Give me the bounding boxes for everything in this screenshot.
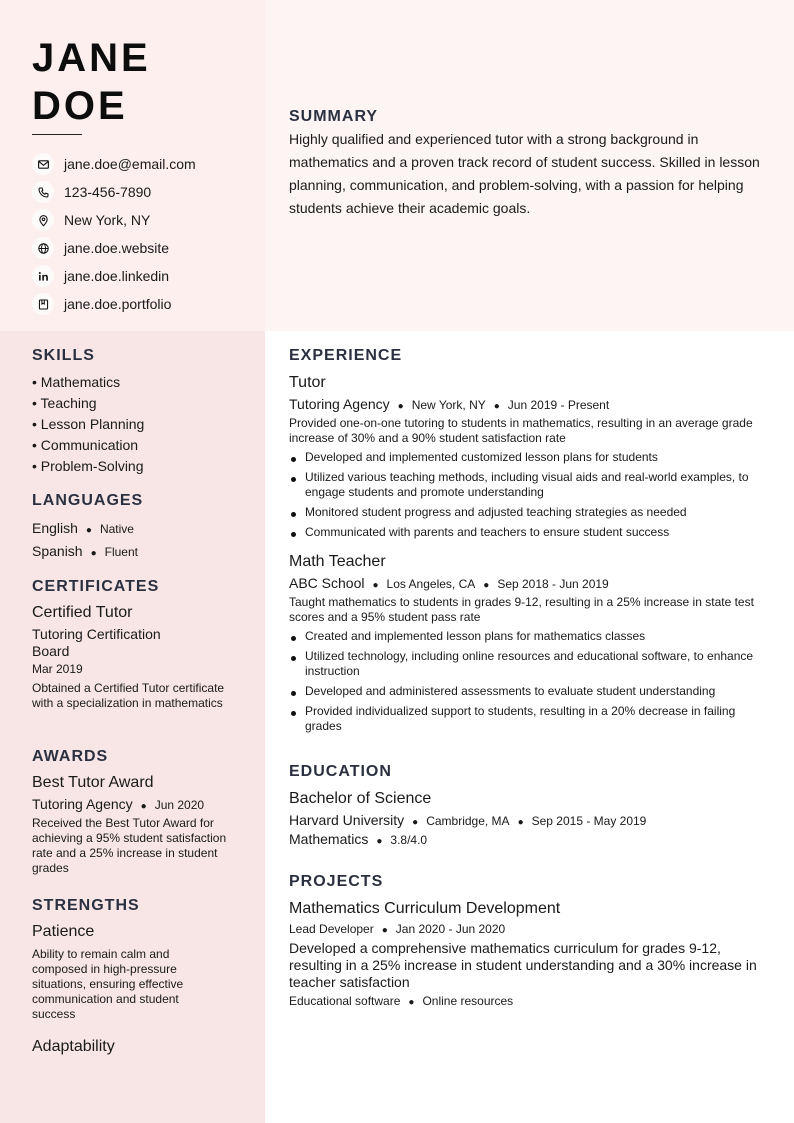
separator-dot: ● bbox=[412, 817, 419, 828]
contact-linkedin-text: jane.doe.linkedin bbox=[64, 268, 170, 284]
candidate-name bbox=[32, 34, 151, 130]
summary-text: Highly qualified and experienced tutor with a strong background in mathematics and a proven track record of student success. Skilled in lesson planning, communication, and problem-solving, with a passion for helping students achieve their academic goals. bbox=[289, 131, 760, 216]
job-bullet: Monitored student progress and adjusted teaching strategies as needed bbox=[289, 505, 769, 520]
job-bullet: Utilized technology, including online resources and educational software, to enhance instruction bbox=[289, 649, 769, 679]
separator-dot: ● bbox=[408, 997, 415, 1008]
job-entry bbox=[289, 373, 769, 540]
awards-title: AWARDS bbox=[32, 748, 109, 765]
project-name: Mathematics Curriculum Development bbox=[289, 900, 561, 917]
contact-portfolio[interactable] bbox=[32, 290, 262, 318]
separator-dot: ● bbox=[381, 925, 388, 936]
job-title: Tutor bbox=[289, 374, 326, 391]
education-section bbox=[289, 763, 769, 847]
skill-item: • Communication bbox=[32, 437, 139, 453]
last-name: DOE bbox=[32, 84, 128, 128]
school-name: Harvard University bbox=[289, 812, 405, 828]
job-bullet: Developed and administered assessments to evaluate student understanding bbox=[289, 684, 769, 699]
awards-section bbox=[32, 748, 232, 876]
name-divider bbox=[32, 134, 82, 135]
award-date: Jun 2020 bbox=[154, 798, 205, 812]
job-meta bbox=[289, 396, 769, 412]
strengths-section bbox=[32, 897, 212, 1058]
certificates-section bbox=[32, 578, 232, 711]
education-meta bbox=[289, 812, 769, 828]
contact-phone-text: 123-456-7890 bbox=[64, 184, 152, 200]
job-organization: Tutoring Agency bbox=[289, 396, 390, 412]
separator-dot: ● bbox=[397, 401, 404, 412]
project-meta bbox=[289, 922, 769, 936]
award-meta bbox=[32, 796, 232, 812]
language-item bbox=[32, 518, 247, 541]
job-description: Taught mathematics to students in grades 9-12, resulting in a 25% increase in state test scores and a 95% student pass rate bbox=[289, 595, 754, 624]
project-tag: Online resources bbox=[422, 994, 514, 1008]
contact-website[interactable] bbox=[32, 234, 262, 262]
strengths-title: STRENGTHS bbox=[32, 897, 140, 914]
certificates-title: CERTIFICATES bbox=[32, 578, 160, 595]
skill-item: • Problem-Solving bbox=[32, 458, 144, 474]
summary-title: SUMMARY bbox=[289, 108, 379, 125]
separator-dot: ● bbox=[517, 817, 524, 828]
project-tag: Educational software bbox=[289, 994, 401, 1008]
skill-item: • Lesson Planning bbox=[32, 416, 145, 432]
mail-icon bbox=[32, 153, 54, 175]
job-location: New York, NY bbox=[411, 398, 486, 412]
education-gpa: 3.8/4.0 bbox=[390, 833, 428, 847]
language-level: Fluent bbox=[104, 545, 138, 559]
award-description: Received the Best Tutor Award for achieving a 95% student satisfaction rate and a 25% increase in student grades bbox=[32, 816, 227, 875]
contact-list bbox=[32, 150, 262, 318]
globe-icon bbox=[32, 237, 54, 259]
project-role: Lead Developer bbox=[289, 922, 374, 936]
certificate-name: Certified Tutor bbox=[32, 604, 133, 621]
language-name: English bbox=[32, 520, 78, 536]
contact-linkedin[interactable] bbox=[32, 262, 262, 290]
job-dates: Sep 2018 - Jun 2019 bbox=[497, 577, 609, 591]
separator-dot: ● bbox=[493, 401, 500, 412]
contact-portfolio-text: jane.doe.portfolio bbox=[64, 296, 172, 312]
language-item bbox=[32, 541, 247, 564]
separator-dot: ● bbox=[90, 548, 97, 559]
projects-section bbox=[289, 873, 769, 1008]
contact-website-text: jane.doe.website bbox=[64, 240, 170, 256]
contact-location bbox=[32, 206, 262, 234]
education-dates: Sep 2015 - May 2019 bbox=[531, 814, 647, 828]
project-description: Developed a comprehensive mathematics curriculum for grades 9-12, resulting in a 25% increase in student understanding and a 30% increase in teacher satisfaction bbox=[289, 940, 757, 990]
education-title: EDUCATION bbox=[289, 763, 392, 780]
strength-description: Ability to remain calm and composed in high-pressure situations, ensuring effective communication and student success bbox=[32, 947, 184, 1021]
summary-section bbox=[289, 108, 767, 220]
job-dates: Jun 2019 - Present bbox=[507, 398, 610, 412]
separator-dot: ● bbox=[376, 836, 383, 847]
separator-dot: ● bbox=[140, 801, 147, 812]
job-meta bbox=[289, 575, 769, 591]
contact-phone[interactable] bbox=[32, 178, 262, 206]
skill-item: • Mathematics bbox=[32, 374, 121, 390]
portfolio-icon bbox=[32, 293, 54, 315]
contact-email[interactable] bbox=[32, 150, 262, 178]
job-bullet: Created and implemented lesson plans for mathematics classes bbox=[289, 629, 769, 644]
job-bullet: Developed and implemented customized lesson plans for students bbox=[289, 450, 769, 465]
job-location: Los Angeles, CA bbox=[386, 577, 476, 591]
strength-name: Adaptability bbox=[32, 1038, 115, 1055]
award-name: Best Tutor Award bbox=[32, 774, 154, 791]
strength-name: Patience bbox=[32, 923, 95, 940]
certificate-date: Mar 2019 bbox=[32, 662, 83, 676]
skills-section bbox=[32, 347, 247, 477]
language-level: Native bbox=[99, 522, 134, 536]
skill-item: • Teaching bbox=[32, 395, 97, 411]
location-icon bbox=[32, 209, 54, 231]
linkedin-icon bbox=[32, 265, 54, 287]
contact-email-text: jane.doe@email.com bbox=[64, 156, 196, 172]
education-major-row bbox=[289, 831, 769, 847]
job-bullet: Provided individualized support to students, resulting in a 20% decrease in failing grades bbox=[289, 704, 769, 734]
skills-title: SKILLS bbox=[32, 347, 95, 364]
contact-location-text: New York, NY bbox=[64, 212, 151, 228]
first-name: JANE bbox=[32, 36, 151, 80]
certificate-issuer: Tutoring Certification Board bbox=[32, 626, 161, 659]
languages-section bbox=[32, 492, 247, 564]
school-location: Cambridge, MA bbox=[426, 814, 510, 828]
degree-name: Bachelor of Science bbox=[289, 790, 432, 807]
separator-dot: ● bbox=[85, 525, 92, 536]
education-major: Mathematics bbox=[289, 831, 369, 847]
job-title: Math Teacher bbox=[289, 553, 386, 570]
project-tags bbox=[289, 994, 769, 1008]
languages-title: LANGUAGES bbox=[32, 492, 144, 509]
separator-dot: ● bbox=[483, 580, 490, 591]
job-organization: ABC School bbox=[289, 575, 365, 591]
job-bullet: Communicated with parents and teachers to ensure student success bbox=[289, 525, 769, 540]
job-bullets bbox=[289, 629, 769, 734]
projects-title: PROJECTS bbox=[289, 873, 384, 890]
separator-dot: ● bbox=[372, 580, 379, 591]
certificate-description: Obtained a Certified Tutor certificate with a specialization in mathematics bbox=[32, 681, 225, 710]
award-issuer: Tutoring Agency bbox=[32, 796, 133, 812]
project-dates: Jan 2020 - Jun 2020 bbox=[395, 922, 506, 936]
experience-section bbox=[289, 347, 769, 739]
experience-title: EXPERIENCE bbox=[289, 347, 403, 364]
job-description: Provided one-on-one tutoring to students in mathematics, resulting in an average grade increase of 30% and a 90% student satisfaction rate bbox=[289, 416, 753, 445]
job-entry bbox=[289, 552, 769, 734]
language-name: Spanish bbox=[32, 543, 83, 559]
job-bullets bbox=[289, 450, 769, 540]
phone-icon bbox=[32, 181, 54, 203]
job-bullet: Utilized various teaching methods, including visual aids and real-world examples, to engage students and promote understanding bbox=[289, 470, 769, 500]
